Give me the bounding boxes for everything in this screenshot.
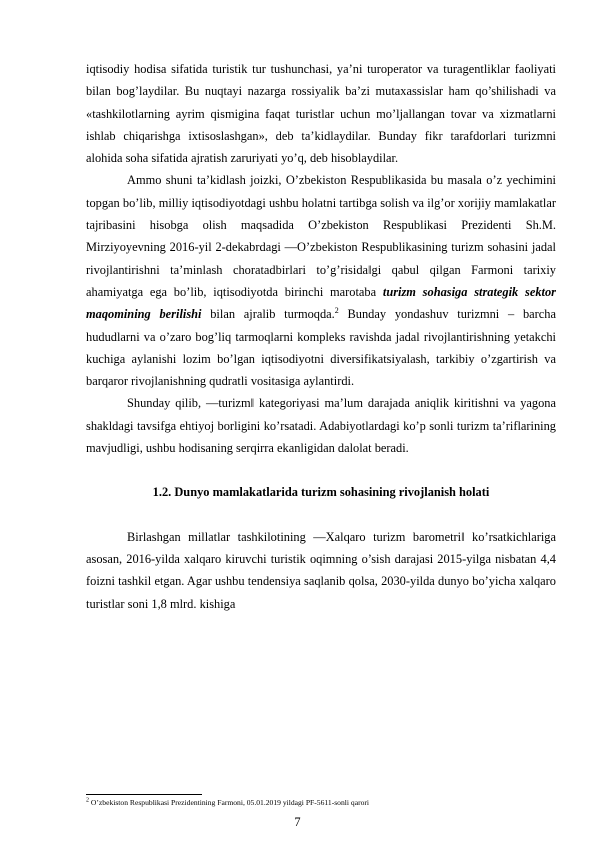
paragraph-2-text-a: Ammo shuni ta’kidlash joizki, O’zbekiston Respublikasida bu masala o’z yechimini topgan bo’lib, milliy iqtisodiyotdagi ushbu holatni tartibga solish va ilg’or xorijiy mamlakatlar tajribasini hisobga olish maqsadida O’zbekiston Respublikasi Prezidenti Sh.M. Mirziyoyevning 2016-yil 2-dekabrdagi ―O’zbekiston Respublikasining turizm sohasini jadal rivojlantirishni ta’minlash choratadbirlari to’g’risida‖gi qabul qilgan Farmoni tarixiy ahamiyatga ega bo’lib, iqtisodiyotda birinchi marotaba [86,173,556,299]
paragraph-2-emphasis: turizm sohasiga strategik sektor maqomining berilishi [86,284,556,322]
page-number: 7 [294,815,301,829]
paragraph-2-text-b: bilan ajralib turmoqda. [201,307,335,322]
footnote-text: O’zbekiston Respublikasi Prezidentining Farmoni, 05.01.2019 yildagi PF-5611-sonli qarori [89,798,370,807]
paragraph-4: Birlashgan millatlar tashkilotining ―Xalqaro turizm barometri‖ ko’rsatkichlariga asosan, 2016-yilda xalqaro kiruvchi turistik oqimning o’sish darajasi 2015-yilga nisbatan 4,4 foizni tashkil etgan. Agar ushbu tendensiya saqlanib qolsa, 2030-yilda dunyo bo’yicha xalqaro turistlar soni 1,8 mlrd. kishiga [86,529,556,611]
paragraph-3: Shunday qilib, ―turizm‖ kategoriyasi ma’lum darajada aniqlik kiritishni va yagona shakldagi tavsifga ehtiyoj borligini ko’rsatadi. Adabiyotlardagi ko’p sonli turizm ta’riflarining mavjudligi, ushbu hodisaning serqirra ekanligidan dalolat beradi. [86,396,556,456]
page-body [86,58,556,615]
paragraph-2 [86,169,556,392]
paragraph-1: iqtisodiy hodisa sifatida turistik tur tushunchasi, ya’ni turoperator va turagentliklar faoliyati bilan bog’laydilar. Bu nuqtayi nazarga rossiyalik ba’zi mutaxassislar ham qo’shilishadi va «tashkilotlarning ayrim qismigina faqat turistlar uchun mo’ljallangan tovar va xizmatlarni ishlab chiqarishga ixtisoslashgan», deb ta’kidlaydilar. Bunday fikr tarafdorlari turizmni alohida soha sifatida ajratish zaruriyati yo’q, deb hisoblaydilar. [86,62,556,166]
paragraph-2-text-c: Bunday yondashuv turizmni – barcha hududlarni va o’zaro bog’liq tarmoqlarni kompleks ravishda jadal rivojlantirishning yetakchi kuchiga aylanishi lozim bo’lgan iqtisodiyotni diversifikatsiyalash, tarkibiy o’zgartirish va barqaror rivojlanishning qudratli vositasiga aylantirdi. [86,307,556,389]
footnote [86,797,556,808]
section-heading: 1.2. Dunyo mamlakatlarida turizm sohasining rivojlanish holati [152,485,490,500]
footnote-ref: 2 [334,306,339,316]
footnote-divider [86,794,202,795]
footnote-marker: 2 [86,797,89,804]
